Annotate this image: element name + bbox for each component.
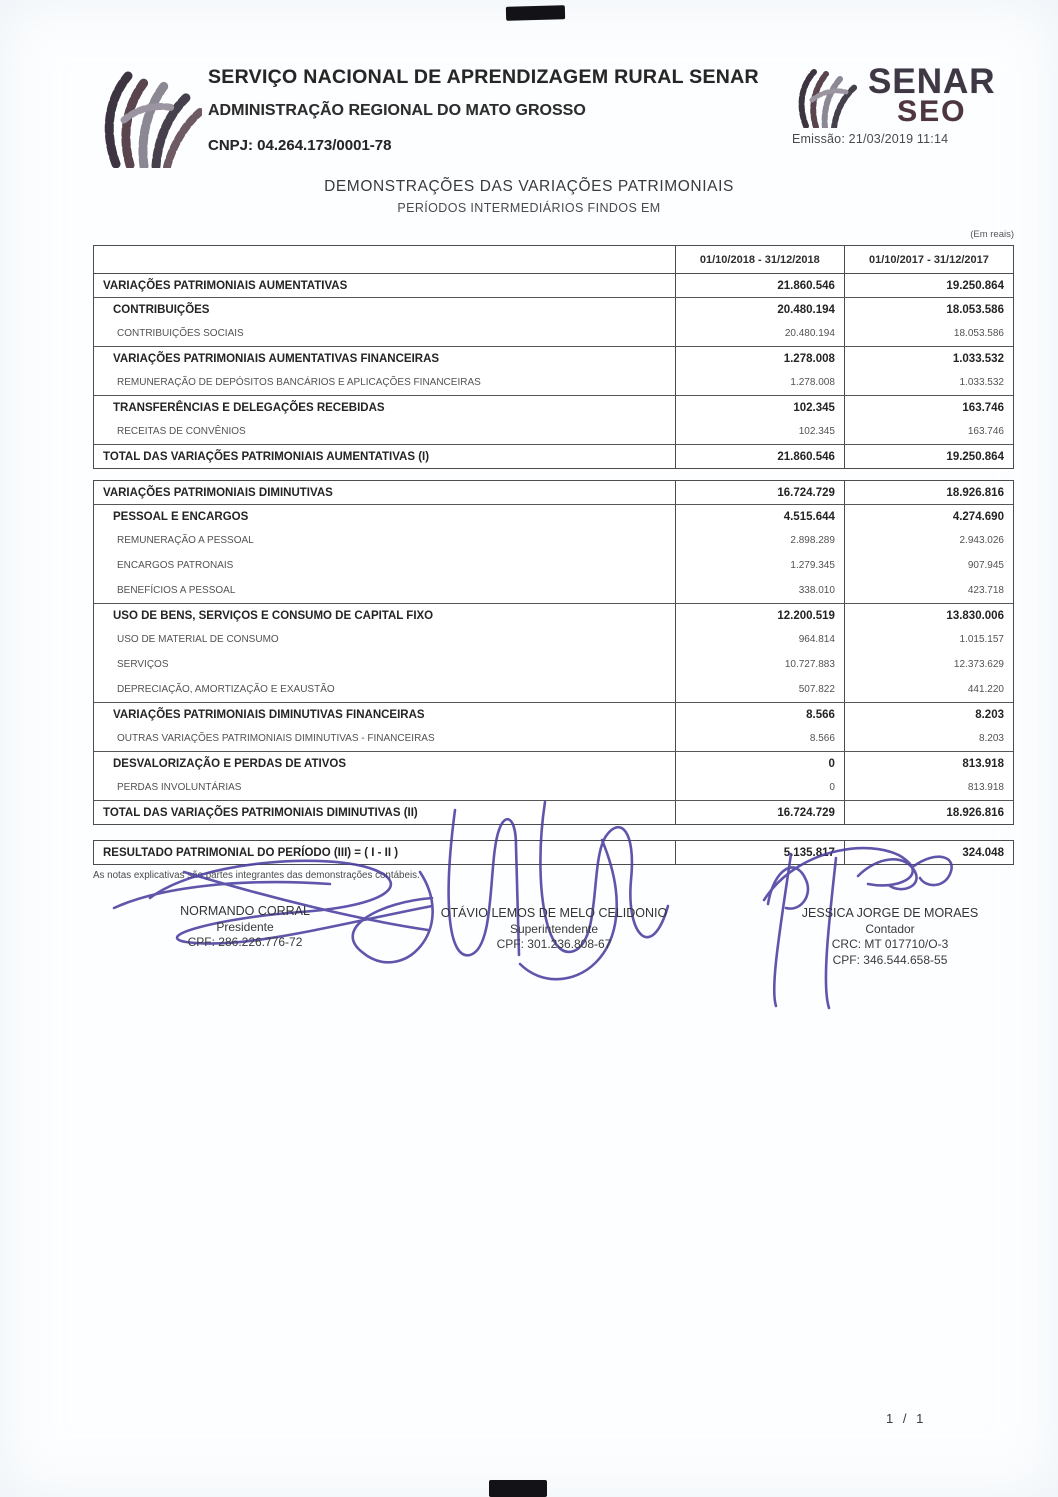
value-2018: 8.566 bbox=[675, 726, 844, 751]
value-2018: 2.898.289 bbox=[675, 528, 844, 553]
value-2017: 13.830.006 bbox=[844, 604, 1013, 627]
value-2017: 18.053.586 bbox=[844, 298, 1013, 321]
value-2017: 4.274.690 bbox=[844, 505, 1013, 528]
row-label: BENEFÍCIOS A PESSOAL bbox=[117, 585, 236, 596]
document-title: DEMONSTRAÇÕES DAS VARIAÇÕES PATRIMONIAIS bbox=[324, 178, 734, 195]
signature-block-president bbox=[100, 904, 390, 951]
row-label: CONTRIBUIÇÕES SOCIAIS bbox=[117, 328, 244, 339]
value-2018: 16.724.729 bbox=[675, 801, 844, 824]
table-row bbox=[94, 297, 1013, 321]
table-row bbox=[94, 395, 1013, 419]
table-row bbox=[94, 751, 1013, 775]
value-2018: 964.814 bbox=[675, 627, 844, 652]
row-label: PESSOAL E ENCARGOS bbox=[113, 510, 249, 523]
signer-cpf: CPF: 346.544.658-55 bbox=[832, 952, 948, 967]
table-aumentativas bbox=[93, 245, 1014, 469]
table-body bbox=[94, 481, 1013, 824]
value-2018: 10.727.883 bbox=[675, 652, 844, 677]
table-row bbox=[94, 800, 1013, 824]
value-2018: 4.515.644 bbox=[675, 505, 844, 528]
explanatory-note: As notas explicativas são partes integrantes das demonstrações contábeis. bbox=[93, 870, 420, 881]
document-subtitle: PERÍODOS INTERMEDIÁRIOS FINDOS EM bbox=[397, 201, 661, 215]
value-2017: 813.918 bbox=[844, 775, 1013, 800]
table-header-row bbox=[94, 246, 1013, 274]
row-label: OUTRAS VARIAÇÕES PATRIMONIAIS DIMINUTIVAS - FINANCEIRAS bbox=[117, 733, 435, 744]
value-2018: 338.010 bbox=[675, 578, 844, 603]
signature-block-accountant bbox=[742, 906, 1038, 968]
statement-tables bbox=[93, 245, 1014, 881]
value-2017: 907.945 bbox=[844, 553, 1013, 578]
row-label: TOTAL DAS VARIAÇÕES PATRIMONIAIS AUMENTATIVAS (I) bbox=[103, 450, 430, 463]
value-2017: 19.250.864 bbox=[844, 274, 1013, 297]
table-row bbox=[94, 346, 1013, 370]
row-label: VARIAÇÕES PATRIMONIAIS AUMENTATIVAS bbox=[103, 279, 348, 292]
signer-name: NORMANDO CORRAL bbox=[180, 904, 310, 918]
senar-logo-small-icon bbox=[792, 62, 864, 128]
row-label: VARIAÇÕES PATRIMONIAIS AUMENTATIVAS FINANCEIRAS bbox=[113, 352, 440, 365]
logo-word-senar: SENAR bbox=[868, 61, 996, 101]
table-row bbox=[94, 603, 1013, 627]
signer-cpf: CPF: 301.236.808-67 bbox=[496, 937, 612, 951]
value-2017: 423.718 bbox=[844, 578, 1013, 603]
value-2017: 18.053.586 bbox=[844, 321, 1013, 346]
value-2018: 5.135.817 bbox=[675, 841, 844, 864]
value-2017: 2.943.026 bbox=[844, 528, 1013, 553]
table-diminutivas bbox=[93, 480, 1014, 825]
table-row bbox=[94, 627, 1013, 652]
table-body bbox=[94, 841, 1013, 864]
value-2018: 102.345 bbox=[675, 419, 844, 444]
value-2017: 163.746 bbox=[844, 396, 1013, 419]
row-label: DESVALORIZAÇÃO E PERDAS DE ATIVOS bbox=[113, 757, 347, 770]
value-2018: 20.480.194 bbox=[675, 321, 844, 346]
signer-role: Presidente bbox=[216, 919, 274, 934]
row-label: VARIAÇÕES PATRIMONIAIS DIMINUTIVAS FINANCEIRAS bbox=[113, 708, 425, 721]
value-2017: 12.373.629 bbox=[844, 652, 1013, 677]
row-label: DEPRECIAÇÃO, AMORTIZAÇÃO E EXAUSTÃO bbox=[117, 684, 335, 695]
value-2017: 1.015.157 bbox=[844, 627, 1013, 652]
value-2017: 163.746 bbox=[844, 419, 1013, 444]
senar-logo-icon bbox=[94, 60, 202, 168]
table-row bbox=[94, 274, 1013, 297]
value-2018: 507.822 bbox=[675, 677, 844, 702]
value-2018: 12.200.519 bbox=[675, 604, 844, 627]
senar-seo-logo bbox=[792, 62, 1012, 146]
org-cnpj: CNPJ: 04.264.173/0001-78 bbox=[208, 137, 392, 154]
table-row bbox=[94, 677, 1013, 702]
row-label: USO DE MATERIAL DE CONSUMO bbox=[117, 634, 279, 645]
value-2018: 1.278.008 bbox=[675, 347, 844, 370]
signer-crc: CRC: MT 017710/O-3 bbox=[831, 937, 949, 951]
value-2018: 21.860.546 bbox=[675, 274, 844, 297]
table-row bbox=[94, 775, 1013, 800]
value-2017: 18.926.816 bbox=[844, 481, 1013, 504]
value-2018: 1.279.345 bbox=[675, 553, 844, 578]
emission-timestamp: Emissão: 21/03/2019 11:14 bbox=[792, 132, 949, 146]
row-label: RESULTADO PATRIMONIAL DO PERÍODO (III) = ( I - II ) bbox=[103, 846, 399, 859]
row-label: PERDAS INVOLUNTÁRIAS bbox=[117, 782, 242, 793]
table-row bbox=[94, 481, 1013, 504]
header-cell-period-2018: 01/10/2018 - 31/12/2018 bbox=[675, 246, 844, 273]
unit-note: (Em reais) bbox=[970, 229, 1014, 240]
row-label: RECEITAS DE CONVÊNIOS bbox=[117, 426, 246, 437]
signer-role: Contador bbox=[865, 921, 915, 936]
logo-word-seo: SEO bbox=[897, 94, 967, 128]
value-2018: 1.278.008 bbox=[675, 370, 844, 395]
header-cell-period-2017: 01/10/2017 - 31/12/2017 bbox=[844, 246, 1013, 273]
value-2017: 1.033.532 bbox=[844, 347, 1013, 370]
row-label: SERVIÇOS bbox=[117, 659, 169, 670]
value-2017: 19.250.864 bbox=[844, 445, 1013, 468]
row-label: VARIAÇÕES PATRIMONIAIS DIMINUTIVAS bbox=[103, 486, 333, 499]
value-2017: 1.033.532 bbox=[844, 370, 1013, 395]
row-label: TOTAL DAS VARIAÇÕES PATRIMONIAIS DIMINUTIVAS (II) bbox=[103, 806, 418, 819]
table-row bbox=[94, 652, 1013, 677]
signer-name: OTÁVIO LEMOS DE MELO CELIDONIO bbox=[440, 906, 668, 920]
page-number: 1 / 1 bbox=[886, 1411, 927, 1426]
table-resultado bbox=[93, 840, 1014, 865]
row-label: ENCARGOS PATRONAIS bbox=[117, 560, 234, 571]
table-row bbox=[94, 578, 1013, 603]
table-row bbox=[94, 444, 1013, 468]
org-name: SERVIÇO NACIONAL DE APRENDIZAGEM RURAL SENAR bbox=[208, 66, 759, 88]
table-row bbox=[94, 702, 1013, 726]
table-row bbox=[94, 370, 1013, 395]
value-2017: 8.203 bbox=[844, 726, 1013, 751]
value-2017: 813.918 bbox=[844, 752, 1013, 775]
table-row bbox=[94, 419, 1013, 444]
value-2018: 102.345 bbox=[675, 396, 844, 419]
value-2018: 20.480.194 bbox=[675, 298, 844, 321]
row-label: REMUNERAÇÃO DE DEPÓSITOS BANCÁRIOS E APLICAÇÕES FINANCEIRAS bbox=[117, 377, 481, 388]
header-cell-empty bbox=[94, 246, 675, 273]
value-2018: 16.724.729 bbox=[675, 481, 844, 504]
row-label: USO DE BENS, SERVIÇOS E CONSUMO DE CAPITAL FIXO bbox=[113, 609, 434, 622]
value-2018: 8.566 bbox=[675, 703, 844, 726]
row-label: TRANSFERÊNCIAS E DELEGAÇÕES RECEBIDAS bbox=[113, 401, 385, 414]
row-label: REMUNERAÇÃO A PESSOAL bbox=[117, 535, 254, 546]
value-2018: 21.860.546 bbox=[675, 445, 844, 468]
table-row bbox=[94, 553, 1013, 578]
table-row bbox=[94, 841, 1013, 864]
signer-cpf: CPF: 286.226.776-72 bbox=[187, 935, 303, 949]
org-identification bbox=[208, 66, 828, 154]
value-2018: 0 bbox=[675, 752, 844, 775]
org-region: ADMINISTRAÇÃO REGIONAL DO MATO GROSSO bbox=[208, 102, 586, 119]
table-row bbox=[94, 726, 1013, 751]
document-title-block bbox=[0, 178, 1058, 215]
row-label: CONTRIBUIÇÕES bbox=[113, 303, 210, 316]
scan-artifact-bottom bbox=[489, 1480, 547, 1497]
table-row bbox=[94, 321, 1013, 346]
table-row bbox=[94, 528, 1013, 553]
signature-block-superintendent bbox=[398, 906, 710, 953]
scan-artifact-top bbox=[506, 5, 565, 21]
signer-name: JESSICA JORGE DE MORAES bbox=[801, 906, 979, 920]
value-2017: 18.926.816 bbox=[844, 801, 1013, 824]
table-row bbox=[94, 504, 1013, 528]
value-2017: 8.203 bbox=[844, 703, 1013, 726]
table-body bbox=[94, 274, 1013, 468]
value-2018: 0 bbox=[675, 775, 844, 800]
value-2017: 441.220 bbox=[844, 677, 1013, 702]
signer-role: Superintendente bbox=[509, 921, 599, 936]
value-2017: 324.048 bbox=[844, 841, 1013, 864]
